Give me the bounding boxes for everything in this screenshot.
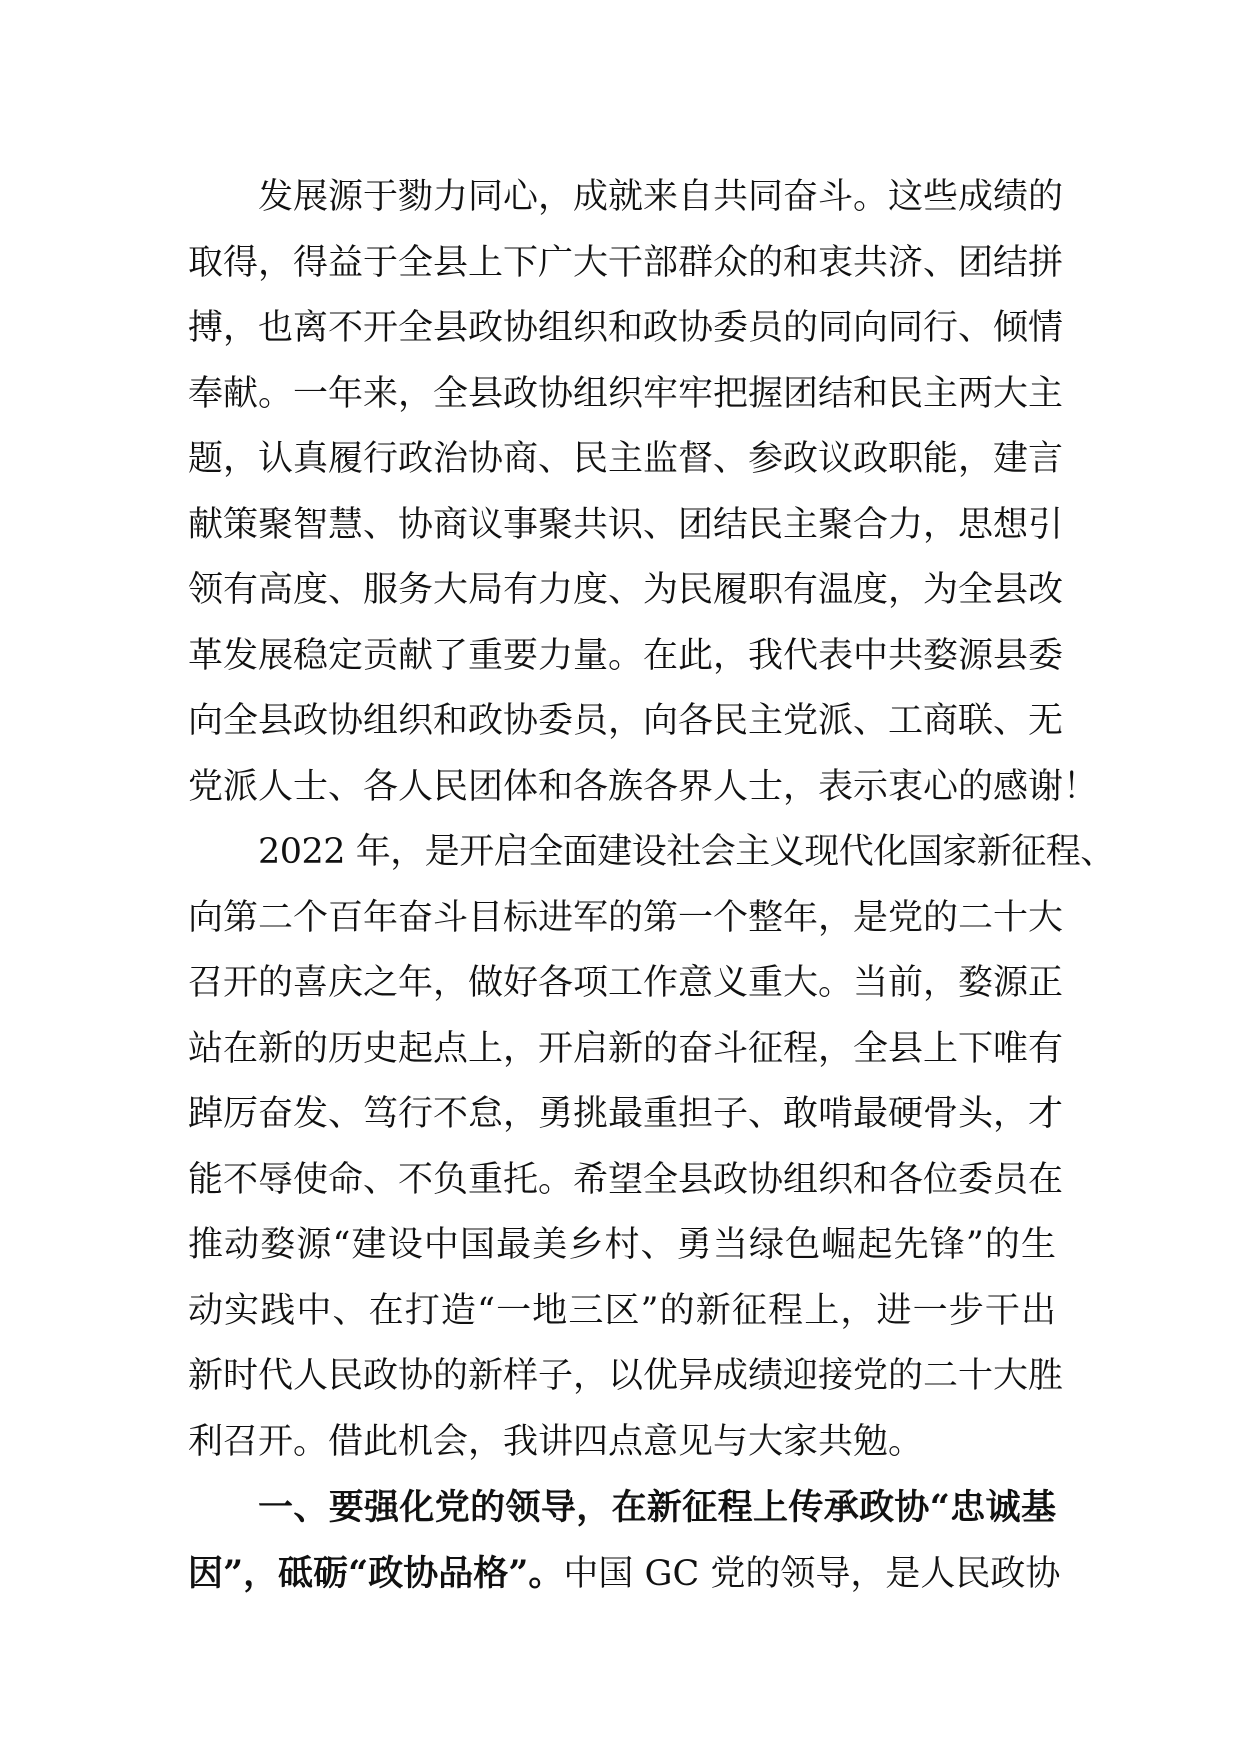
paragraph-line: 革发展稳定贡献了重要力量。在此，我代表中共婺源县委 bbox=[188, 635, 1064, 676]
section-heading: 一、要强化党的领导，在新征程上传承政协“忠诚基 bbox=[258, 1487, 1056, 1528]
paragraph-2 bbox=[188, 820, 1115, 1475]
paragraph-line: 奉献。一年来，全县政协组织牢牢把握团结和民主两大主 bbox=[188, 373, 1064, 414]
paragraph-line: 向第二个百年奋斗目标进军的第一个整年，是党的二十大 bbox=[188, 897, 1064, 938]
paragraph-line: 新时代人民政协的新样子，以优异成绩迎接党的二十大胜 bbox=[188, 1356, 1064, 1396]
paragraph-body-text: 中国 GC 党的领导，是人民政协 bbox=[563, 1553, 1061, 1594]
paragraph-line: 向全县政协组织和政协委员，向各民主党派、工商联、无 bbox=[188, 701, 1064, 741]
paragraph-line: 取得，得益于全县上下广大干部群众的和衷共济、团结拼 bbox=[188, 242, 1064, 283]
paragraph-line: 发展源于勠力同心，成就来自共同奋斗。这些成绩的 bbox=[258, 177, 1064, 217]
paragraph-line: 2022 年，是开启全面建设社会主义现代化国家新征程、 bbox=[258, 832, 1115, 872]
paragraph-3 bbox=[188, 1475, 1068, 1606]
paragraph-line: 题，认真履行政治协商、民主监督、参政议政职能，建言 bbox=[188, 439, 1064, 479]
paragraph-line: 动实践中、在打造“一地三区”的新征程上，进一步干出 bbox=[188, 1290, 1056, 1331]
paragraph-line: 踔厉奋发、笃行不怠，勇挑最重担子、敢啃最硬骨头，才 bbox=[188, 1094, 1064, 1134]
paragraph-line: 站在新的历史起点上，开启新的奋斗征程，全县上下唯有 bbox=[188, 1028, 1064, 1069]
section-heading-continued: 因”，砥砺“政协品格”。 bbox=[188, 1552, 564, 1594]
paragraph-line: 能不辱使命、不负重托。希望全县政协组织和各位委员在 bbox=[188, 1159, 1064, 1200]
paragraph-line: 利召开。借此机会，我讲四点意见与大家共勉。 bbox=[188, 1421, 924, 1462]
paragraph-line: 献策聚智慧、协商议事聚共识、团结民主聚合力，思想引 bbox=[188, 504, 1064, 545]
paragraph-1 bbox=[188, 165, 1099, 820]
paragraph-line: 党派人士、各人民团体和各族各界人士，表示衷心的感谢！ bbox=[188, 766, 1099, 807]
paragraph-line: 搏，也离不开全县政协组织和政协委员的同向同行、倾情 bbox=[188, 308, 1064, 348]
paragraph-line: 领有高度、服务大局有力度、为民履职有温度，为全县改 bbox=[188, 570, 1064, 610]
document-body bbox=[188, 165, 1115, 1606]
paragraph-line: 推动婺源“建设中国最美乡村、勇当绿色崛起先锋”的生 bbox=[188, 1225, 1056, 1265]
paragraph-line: 召开的喜庆之年，做好各项工作意义重大。当前，婺源正 bbox=[188, 963, 1064, 1003]
paragraph-line bbox=[188, 1541, 1061, 1607]
